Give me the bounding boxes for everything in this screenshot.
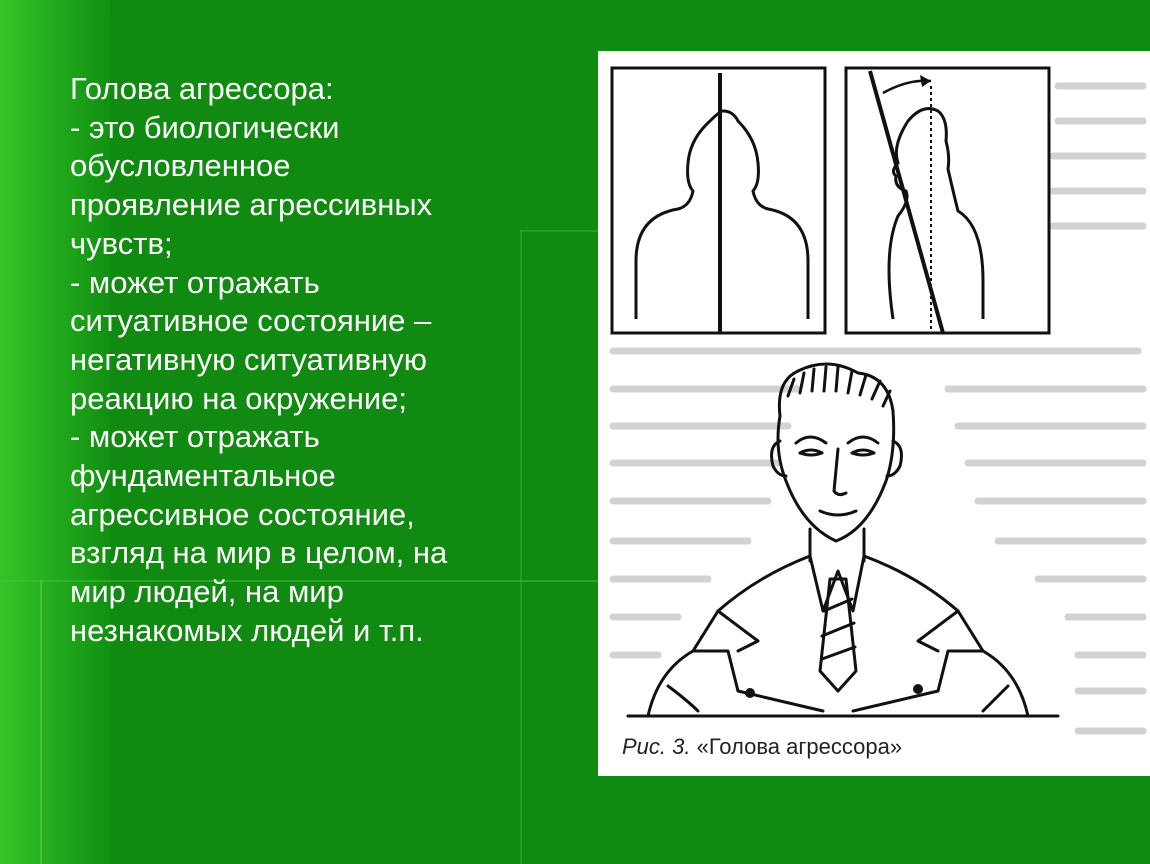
text-line: проявление агрессивных	[70, 187, 433, 223]
text-line: взгляд на мир в целом, на	[70, 535, 448, 571]
text-line: негативную ситуативную	[70, 341, 427, 377]
text-line: ситуативное состояние –	[70, 303, 432, 339]
text-line: - может отражать	[70, 419, 320, 455]
jacket-button	[745, 688, 755, 698]
text-line: - это биологически	[70, 109, 340, 145]
aggressor-head-figure	[598, 51, 1150, 776]
text-line: реакцию на окружение;	[70, 380, 408, 416]
text-line: фундаментальное	[70, 458, 336, 494]
text-line: мир людей, на мир	[70, 574, 344, 610]
caption-number: Рис. 3.	[622, 734, 691, 759]
text-line: Голова агрессора:	[70, 71, 334, 106]
text-line: незнакомых людей и т.п.	[70, 612, 424, 648]
figure-illustration	[598, 51, 1150, 776]
text-line: агрессивное состояние,	[70, 496, 415, 532]
text-line: обусловленное	[70, 148, 291, 184]
profile-frame	[846, 68, 1049, 333]
jacket-button	[913, 684, 923, 694]
background-line	[40, 580, 42, 864]
slide-text	[70, 70, 570, 651]
caption-title: «Голова агрессора»	[696, 734, 903, 759]
text-line: чувств;	[70, 225, 173, 261]
text-line: - может отражать	[70, 264, 320, 300]
figure-caption	[622, 734, 902, 760]
